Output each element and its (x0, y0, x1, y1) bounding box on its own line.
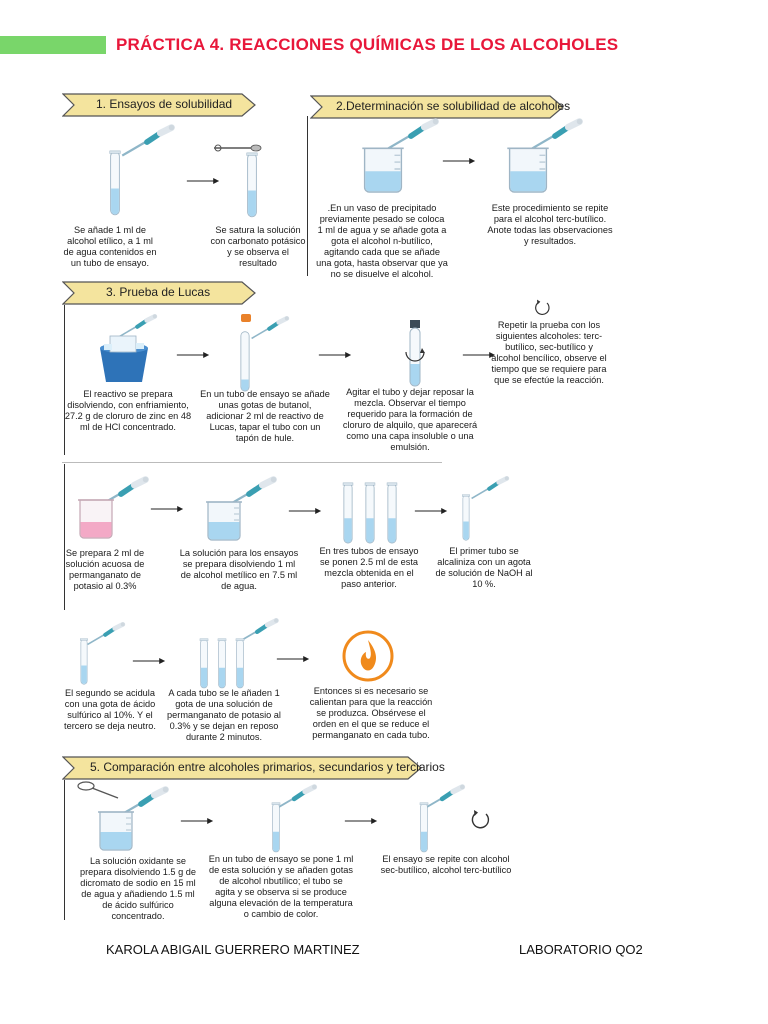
arrow-icon (180, 816, 214, 826)
arrow-icon (442, 156, 476, 166)
dropper-icon (250, 316, 290, 340)
test-tube-icon (244, 152, 260, 222)
arrow-icon (150, 504, 184, 514)
s3-step1-text: El reactivo se prepara disolviendo, con enfriamiento, 27.2 g de cloruro de zinc en 48 ml de HCl concentrado. (64, 389, 192, 432)
section-5-title: 5. Comparación entre alcoholes primarios, secundarios y terciarios (90, 760, 445, 774)
arrow-icon (414, 506, 448, 516)
s5-step3-text: El ensayo se repite con alcohol sec-butílico, alcohol terc-butílico (380, 854, 512, 875)
test-tube-icon (340, 482, 356, 548)
s4-step4-text: El primer tubo se alcaliniza con un agota de solución de NaOH al 10 %. (435, 546, 533, 589)
repeat-icon (468, 808, 492, 832)
arrow-icon (344, 816, 378, 826)
dropper-icon (86, 622, 126, 646)
page-title: PRÁCTICA 4. REACCIONES QUÍMICAS DE LOS ALCOHOLES (116, 35, 619, 54)
test-tube-icon (384, 482, 400, 548)
section-1-title: 1. Ensayos de solubilidad (96, 97, 233, 111)
s5-step1-text: La solución oxidante se prepara disolviendo 1.5 g de dicromato de sodio en 15 ml de agua y añadiendo 1.5 ml de ácido sulfúrico concentrado. (80, 856, 196, 921)
dropper-icon (120, 124, 176, 158)
repeat-icon (532, 298, 552, 318)
test-tube-icon (237, 330, 253, 396)
s4-step7-text: Entonces si es necesario se calientan para que la reacción se produzca. Obsérvese el orden en el que se reduce el permanganato en cada tubo. (309, 686, 433, 740)
s4-step1-text: Se prepara 2 ml de solución acuosa de permanganato de potasio al 0.3% (65, 548, 145, 591)
s1-step2-text: Se satura la solución con carbonato potásico y se observa el resultado (210, 225, 306, 268)
section-divider (64, 780, 65, 920)
test-tube-icon (76, 638, 92, 688)
dropper-icon (470, 476, 510, 500)
s4-step2-text: La solución para los ensayos se prepara disolviendo 1 ml de alcohol metílico en 7.5 ml de agua. (179, 548, 299, 591)
ice-bath-icon (96, 330, 152, 384)
shake-tube-icon (402, 318, 428, 392)
test-tube-icon (107, 150, 123, 220)
section-2-title: 2.Determinación se solubilidad de alcoholes (336, 99, 571, 113)
test-tube-icon (214, 638, 230, 692)
heat-flame-icon (340, 628, 396, 684)
test-tube-icon (268, 802, 284, 856)
permanganate-beaker-icon (76, 494, 116, 542)
test-tube-icon (232, 638, 248, 692)
s5-step2-text: En un tubo de ensayo se pone 1 ml de esta solución y se añaden gotas de alcohol nbutílico; el tubo se agita y se observa si se produce alguna elevación de la temperatura o cambio de color. (208, 854, 354, 919)
s3-step4-text: Repetir la prueba con los siguientes alcoholes: terc-butílico, sec-butílico y alcohol bencílico, observe el tiempo que se requiere para que se efectúe la reacción. (491, 320, 607, 385)
section-3-title: 3. Prueba de Lucas (106, 285, 211, 299)
beaker-icon (505, 142, 551, 196)
arrow-icon (318, 350, 352, 360)
s4-step5-text: El segundo se acidula con una gota de ácido sulfúrico al 10%. Y el tercero se deja neutro. (64, 688, 156, 731)
test-tube-icon (196, 638, 212, 692)
section-1-banner (62, 92, 256, 118)
beaker-icon (360, 142, 406, 196)
section-2-banner (310, 94, 571, 120)
arrow-icon (176, 350, 210, 360)
s4-step6-text: A cada tubo se le añaden 1 gota de una solución de permanganato de potasio al 0.3% y se dejan en reposo durante 2 minutos. (167, 688, 281, 742)
s2-step2-text: Este procedimiento se repite para el alcohol terc-butílico. Anote todas las observaciones y resultados. (487, 203, 613, 246)
s1-step1-text: Se añade 1 ml de alcohol etílico, a 1 ml de agua contenidos en un tubo de ensayo. (63, 225, 157, 268)
test-tube-icon (416, 802, 432, 856)
test-tube-icon (362, 482, 378, 548)
section-3-banner (62, 280, 256, 306)
header-accent-bar (0, 36, 106, 54)
test-tube-icon (458, 494, 474, 544)
section-4-banner-edge (62, 462, 442, 463)
beaker-icon (96, 806, 136, 854)
arrow-icon (132, 656, 166, 666)
s2-step1-text: .En un vaso de precipitado previamente pesado se coloca 1 ml de agua y se añade gota a gota el alcohol n-butílico, agitando cada que se añade una gota, hasta observar que ya no se disuelve el alcohol. (316, 203, 448, 279)
arrow-icon (276, 654, 310, 664)
arrow-icon (288, 506, 322, 516)
s4-step3-text: En tres tubos de ensayo se ponen 2.5 ml de esta mezcla obtenida en el paso anterior. (319, 546, 419, 589)
arrow-icon (186, 176, 220, 186)
beaker-icon (204, 496, 244, 544)
s3-step2-text: En un tubo de ensayo se añade unas gotas de butanol, adicionar 2 ml de reactivo de Lucas, tapar el tubo con un tapón de hule. (200, 389, 330, 443)
footer-author: KAROLA ABIGAIL GUERRERO MARTINEZ (106, 942, 360, 957)
footer-lab: LABORATORIO QO2 (519, 942, 643, 957)
s3-step3-text: Agitar el tubo y dejar reposar la mezcla. Observar el tiempo requerido para la formación de cloruro de alquilo, que aparecerá como una capa insoluble o una emulsión. (342, 387, 478, 452)
